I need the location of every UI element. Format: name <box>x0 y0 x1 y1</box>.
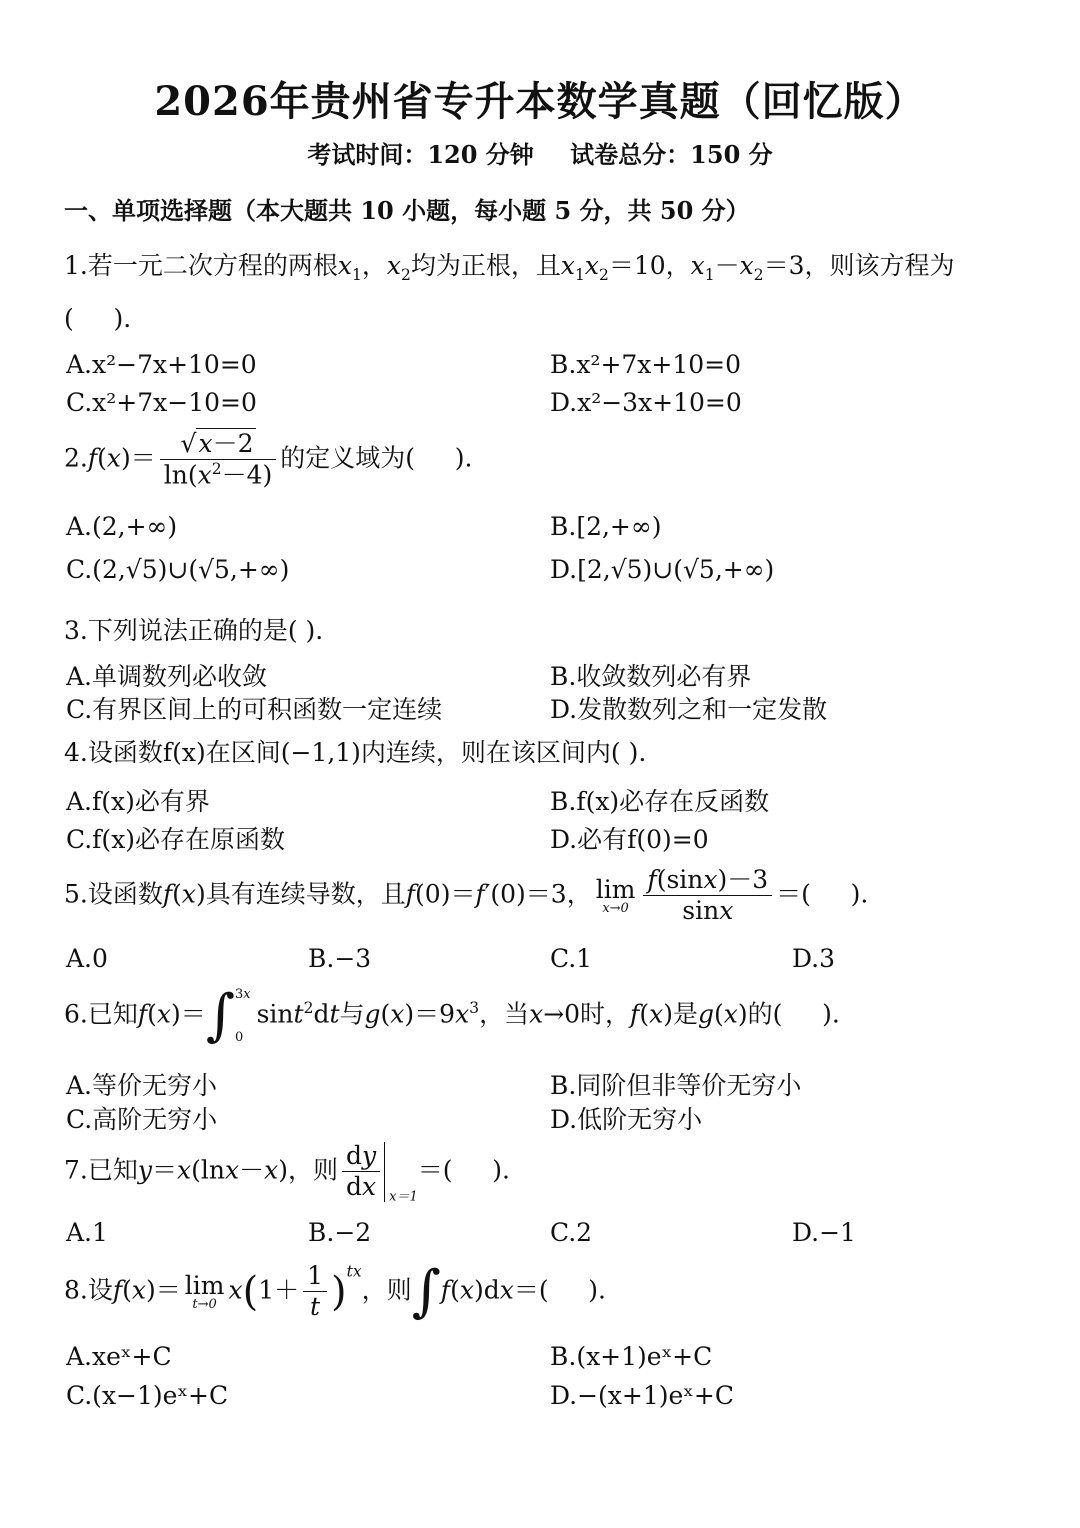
q1-option-d[interactable]: D.x²−3x+10=0 <box>550 388 742 417</box>
q6-option-a[interactable]: A.等价无穷小 <box>66 1071 218 1100</box>
q2-option-c[interactable]: C.(2,√5)∪(√5,+∞) <box>66 555 290 584</box>
q4-option-d[interactable]: D.必有f(0)=0 <box>550 825 709 854</box>
q8-integral-sign: ∫ <box>411 1258 441 1324</box>
exam-time: 考试时间：120 分钟 <box>307 140 534 169</box>
question-1-stem: 1.若一元二次方程的两根$x_1$，$x_2$均为正根，且$x_1x_2=10$，$x_1-x_2=3$，则该方程为 <box>64 251 955 284</box>
q3-option-b[interactable]: B.收敛数列必有界 <box>550 662 752 691</box>
q6-integral-sign: ∫ <box>205 983 235 1048</box>
q8-option-a[interactable]: A.xeˣ+C <box>66 1342 172 1371</box>
page-title: 2026年贵州省专升本数学真题（回忆版） <box>154 78 926 125</box>
q5-option-a[interactable]: A.0 <box>66 944 108 973</box>
q7-option-c[interactable]: C.2 <box>550 1218 593 1247</box>
question-6-stem: 6.已知f(x)＝∫ 3x 0 sint$^2$dt与$g(x)=9x^3$，当x→0时，f(x)是g(x)的( ). <box>64 983 840 1048</box>
question-4-stem: 4.设函数f(x)在区间(−1,1)内连续，则在该区间内( ). <box>64 738 647 767</box>
q4-option-a[interactable]: A.f(x)必有界 <box>66 787 210 816</box>
q6-option-b[interactable]: B.同阶但非等价无穷小 <box>550 1071 802 1100</box>
q8-limit: lim t→0 <box>184 1270 225 1312</box>
q5-fraction: $\frac{f(\sin x)-3}{\sin x}$ <box>643 866 772 926</box>
q8-fraction: $\frac{1}{t}$ <box>303 1262 327 1322</box>
q8-option-c[interactable]: C.(x−1)eˣ+C <box>66 1381 229 1410</box>
q7-derivative: $\frac{dy}{dx}$ <box>342 1142 385 1202</box>
q7-option-d[interactable]: D.−1 <box>792 1218 856 1247</box>
q2-option-a[interactable]: A.(2,+∞) <box>66 512 178 541</box>
question-8-stem: 8.设f(x)＝ lim t→0 x(1＋ $\frac{1}{t}$ )$^{tx}$，则∫f(x)dx＝( ). <box>64 1258 607 1324</box>
q2-option-b[interactable]: B.[2,+∞) <box>550 512 662 541</box>
q1-option-c[interactable]: C.x²+7x−10=0 <box>66 388 257 417</box>
q1-option-b[interactable]: B.x²+7x+10=0 <box>550 350 742 379</box>
total-score: 试卷总分：150 分 <box>570 140 773 169</box>
q6-option-c[interactable]: C.高阶无穷小 <box>66 1105 218 1134</box>
q2-option-d[interactable]: D.[2,√5)∪(√5,+∞) <box>550 555 775 584</box>
q8-option-d[interactable]: D.−(x+1)eˣ+C <box>550 1381 734 1410</box>
question-3-stem: 3.下列说法正确的是( ). <box>64 616 324 645</box>
section-heading: 一、单项选择题（本大题共 10 小题，每小题 5 分，共 50 分） <box>64 196 750 225</box>
q2-fraction: $\frac{√x-2}{\ln(x^2-4)}$ <box>160 430 277 490</box>
q3-option-c[interactable]: C.有界区间上的可积函数一定连续 <box>66 695 443 724</box>
q7-option-b[interactable]: B.−2 <box>308 1218 372 1247</box>
q1-option-a[interactable]: A.x²−7x+10=0 <box>66 350 257 379</box>
q3-option-d[interactable]: D.发散数列之和一定发散 <box>550 695 828 724</box>
question-2-stem: 2.f(x)＝ $\frac{√x-2}{\ln(x^2-4)}$ 的定义域为( ). <box>64 429 473 490</box>
q5-option-c[interactable]: C.1 <box>550 944 593 973</box>
q5-option-d[interactable]: D.3 <box>792 944 836 973</box>
question-5-stem: 5.设函数f(x)具有连续导数，且f(0)＝f′(0)＝3， lim x→0 $\frac{f(\sin x)-3}{\sin x}$ ＝( ). <box>64 865 869 925</box>
q7-option-a[interactable]: A.1 <box>66 1218 108 1247</box>
q6-option-d[interactable]: D.低阶无穷小 <box>550 1105 703 1134</box>
exam-info <box>0 135 1080 170</box>
q6-integral-limits: 3x 0 <box>234 987 251 1045</box>
q4-option-c[interactable]: C.f(x)必存在原函数 <box>66 825 286 854</box>
question-1-blank: ( ). <box>64 304 132 333</box>
q5-option-b[interactable]: B.−3 <box>308 944 372 973</box>
question-7-stem: 7.已知y＝x(lnx－x)，则 $\frac{dy}{dx}$ $_{x=1}$＝( ). <box>64 1141 510 1205</box>
q5-limit: lim x→0 <box>595 874 636 916</box>
q8-option-b[interactable]: B.(x+1)eˣ+C <box>550 1342 713 1371</box>
q3-option-a[interactable]: A.单调数列必收敛 <box>66 662 268 691</box>
q4-option-b[interactable]: B.f(x)必存在反函数 <box>550 787 770 816</box>
